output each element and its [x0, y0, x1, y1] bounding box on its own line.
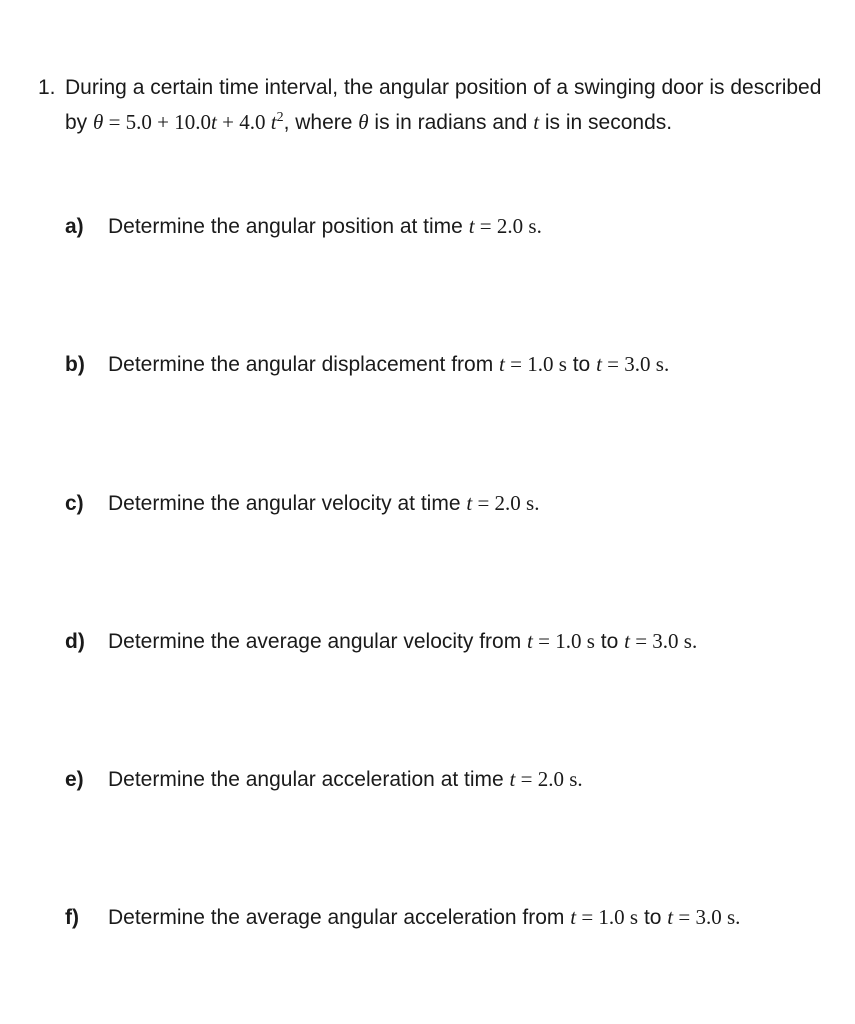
question-a: [65, 211, 542, 242]
problem-statement: [65, 70, 838, 140]
part-label: a): [65, 215, 84, 238]
statement-intro: During a certain time interval, the angular position of a swinging door is described by: [65, 76, 822, 134]
part-label: d): [65, 630, 85, 653]
statement-text: is in radians and: [368, 111, 534, 134]
var-t: t: [466, 491, 473, 515]
question-text: Determine the angular displacement from: [108, 353, 500, 376]
question-d: [65, 626, 697, 657]
part-label: c): [65, 492, 84, 515]
var-t: t: [509, 767, 516, 791]
equation-rhs: = 5.0 + 10.0: [103, 110, 212, 134]
part-label: f): [65, 906, 79, 929]
var-t: t: [468, 214, 475, 238]
equation: [93, 110, 284, 134]
question-b: [65, 349, 669, 380]
part-label: e): [65, 768, 84, 791]
problem-number: 1.: [38, 76, 56, 99]
var-t: t: [527, 629, 533, 653]
equation-value: = 1.0 s: [532, 629, 595, 653]
to-word: to: [594, 630, 625, 653]
question-text: Determine the average angular velocity from: [108, 630, 528, 653]
var-t: t: [624, 629, 630, 653]
equation-mid: + 4.0: [216, 110, 271, 134]
theta-symbol: θ: [358, 110, 369, 134]
question-f: [65, 902, 740, 933]
var-t: t: [211, 110, 217, 134]
to-word: to: [566, 353, 597, 376]
question-e: [65, 764, 583, 795]
equation-value: = 3.0 s.: [629, 629, 698, 653]
question-text: Determine the angular acceleration at time: [108, 768, 510, 791]
var-t: t: [270, 110, 277, 134]
var-t: t: [667, 905, 674, 929]
equation-value: = 1.0 s: [576, 905, 639, 929]
theta-symbol: θ: [93, 110, 104, 134]
equation-value: = 3.0 s.: [673, 905, 741, 929]
equation-value: = 1.0 s: [504, 352, 567, 376]
var-t: t: [533, 110, 540, 134]
statement-text: is in seconds.: [539, 111, 673, 134]
equation-value: = 2.0 s.: [474, 214, 542, 238]
equation-value: = 2.0 s.: [472, 491, 540, 515]
question-c: [65, 488, 539, 519]
problem-1: [38, 70, 838, 140]
question-text: Determine the average angular acceleration from: [108, 906, 571, 929]
var-t: t: [499, 352, 505, 376]
question-text: Determine the angular position at time: [108, 215, 469, 238]
to-word: to: [638, 906, 668, 929]
equation-value: = 3.0 s.: [601, 352, 670, 376]
question-text: Determine the angular velocity at time: [108, 492, 467, 515]
part-label: b): [65, 353, 85, 376]
equation-value: = 2.0 s.: [515, 767, 583, 791]
var-t: t: [570, 905, 577, 929]
var-t: t: [596, 352, 602, 376]
statement-text: , where: [283, 111, 359, 134]
exponent: 2: [276, 110, 284, 125]
